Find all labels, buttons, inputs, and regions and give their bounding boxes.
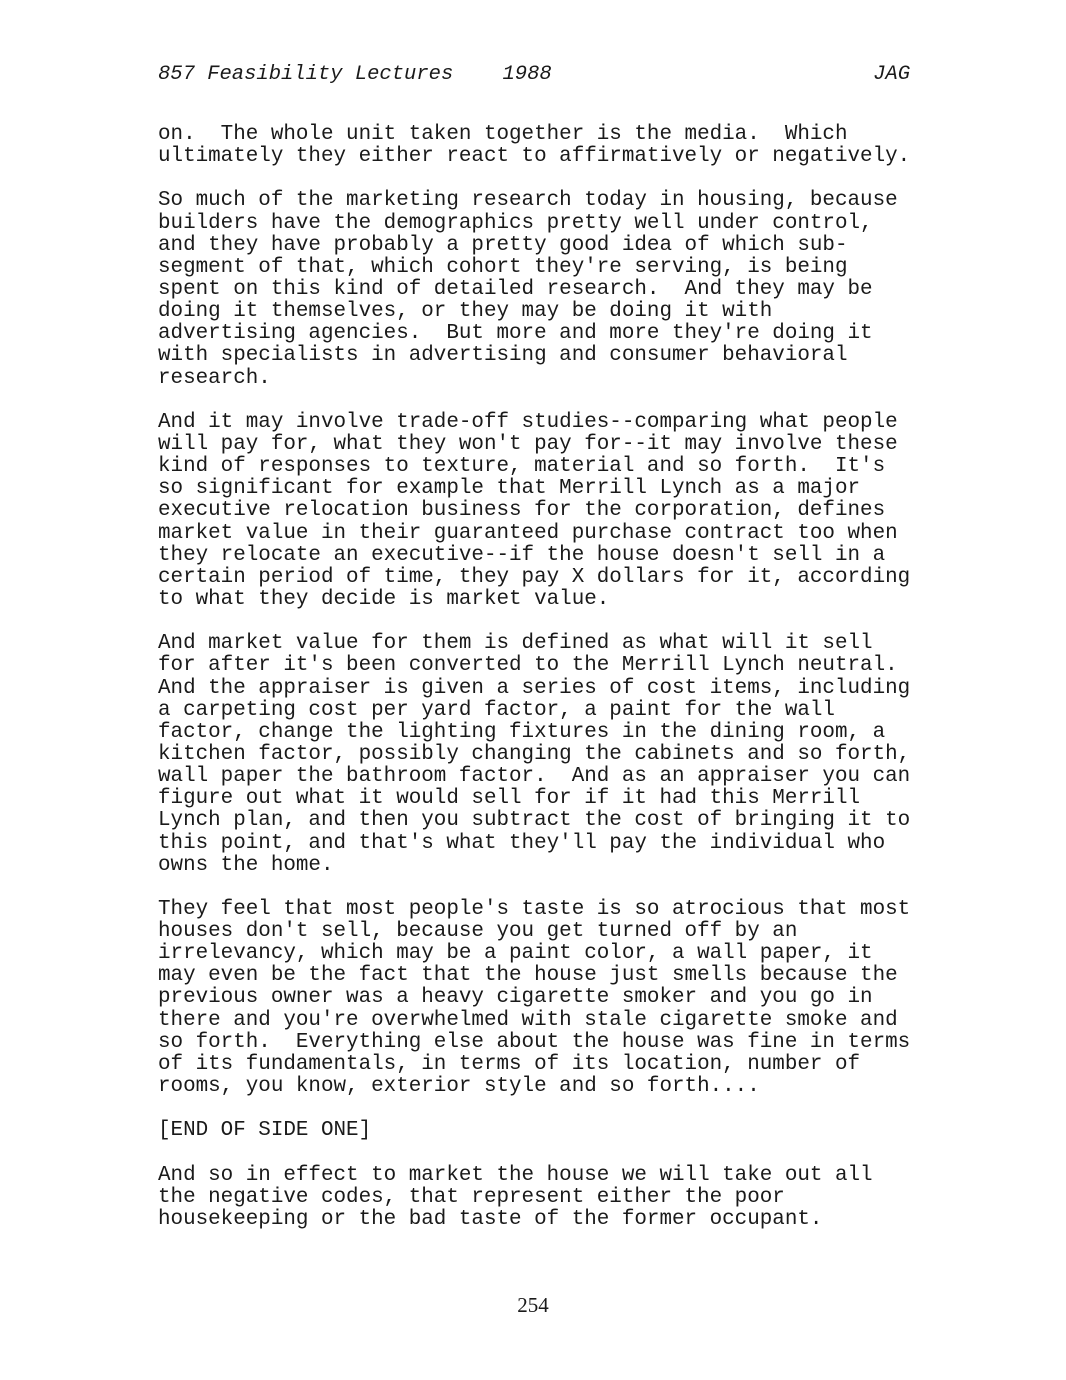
text-line: to what they decide is market value. — [158, 587, 610, 611]
paragraph — [158, 633, 918, 877]
text-line: And market value for them is defined as what will it sell — [158, 632, 873, 656]
paragraph — [158, 124, 918, 168]
text-line: kitchen factor, possibly changing the cabinets and so forth, — [158, 742, 911, 766]
text-line: advertising agencies. But more and more they're doing it — [158, 322, 873, 346]
section-marker — [158, 1120, 918, 1142]
text-line: segment of that, which cohort they're serving, is being — [158, 255, 848, 279]
text-line: executive relocation business for the corporation, defines — [158, 499, 886, 523]
text-line: And so in effect to market the house we will take out all — [158, 1163, 873, 1187]
text-line: this point, and that's what they'll pay the individual who — [158, 831, 886, 855]
text-line: may even be the fact that the house just smells because the — [158, 964, 898, 988]
text-line: builders have the demographics pretty well under control, — [158, 211, 873, 235]
text-line: owns the home. — [158, 853, 334, 877]
text-line: will pay for, what they won't pay for--it may involve these — [158, 432, 898, 456]
header-year: 1988 — [502, 63, 552, 86]
text-line: so significant for example that Merrill Lynch as a major — [158, 477, 861, 501]
text-line: previous owner was a heavy cigarette smoker and you go in — [158, 986, 873, 1010]
text-line: they relocate an executive--if the house doesn't sell in a — [158, 543, 886, 567]
text-line: there and you're overwhelmed with stale cigarette smoke and — [158, 1008, 898, 1032]
header-title-year — [158, 62, 552, 88]
running-header — [158, 62, 910, 88]
text-line: market value in their guaranteed purchase contract too when — [158, 521, 898, 545]
paragraph — [158, 412, 918, 611]
text-line: houses don't sell, because you get turned off by an — [158, 920, 798, 944]
text-line: [END OF SIDE ONE] — [158, 1119, 372, 1143]
text-line: ultimately they either react to affirmatively or negatively. — [158, 145, 911, 169]
body-text — [158, 124, 918, 1253]
text-line: the negative codes, that represent either the poor — [158, 1185, 785, 1209]
text-line: housekeeping or the bad taste of the former occupant. — [158, 1207, 823, 1231]
text-line: rooms, you know, exterior style and so forth.... — [158, 1075, 760, 1099]
text-line: certain period of time, they pay X dollars for it, according — [158, 565, 911, 589]
header-title: 857 Feasibility Lectures — [158, 63, 454, 86]
text-line: with specialists in advertising and consumer behavioral — [158, 344, 848, 368]
text-line: wall paper the bathroom factor. And as an appraiser you can — [158, 765, 911, 789]
text-line: on. The whole unit taken together is the media. Which — [158, 123, 848, 146]
header-initials: JAG — [873, 63, 910, 86]
paragraph — [158, 899, 918, 1098]
text-line: And the appraiser is given a series of cost items, including — [158, 676, 911, 700]
paragraph — [158, 1165, 918, 1231]
text-line: irrelevancy, which may be a paint color, a wall paper, it — [158, 942, 873, 966]
text-line: doing it themselves, or they may be doing it with — [158, 300, 773, 324]
text-line: so forth. Everything else about the house was fine in terms — [158, 1030, 911, 1054]
text-line: They feel that most people's taste is so atrocious that most — [158, 897, 911, 921]
text-line: for after it's been converted to the Merrill Lynch neutral. — [158, 654, 898, 678]
text-line: spent on this kind of detailed research. And they may be — [158, 277, 873, 301]
text-line: kind of responses to texture, material and so forth. It's — [158, 455, 886, 479]
text-line: research. — [158, 366, 271, 390]
text-line: a carpeting cost per yard factor, a paint for the wall — [158, 698, 835, 722]
page-number: 254 — [517, 1293, 549, 1317]
text-line: So much of the marketing research today in housing, because — [158, 189, 898, 213]
text-line: and they have probably a pretty good idea of which sub- — [158, 233, 848, 257]
text-line: And it may involve trade-off studies--comparing what people — [158, 410, 898, 434]
text-line: figure out what it would sell for if it had this Merrill — [158, 787, 861, 811]
paragraph — [158, 190, 918, 389]
text-line: factor, change the lighting fixtures in the dining room, a — [158, 720, 886, 744]
text-line: of its fundamentals, in terms of its location, number of — [158, 1052, 861, 1076]
text-line: Lynch plan, and then you subtract the cost of bringing it to — [158, 809, 911, 833]
